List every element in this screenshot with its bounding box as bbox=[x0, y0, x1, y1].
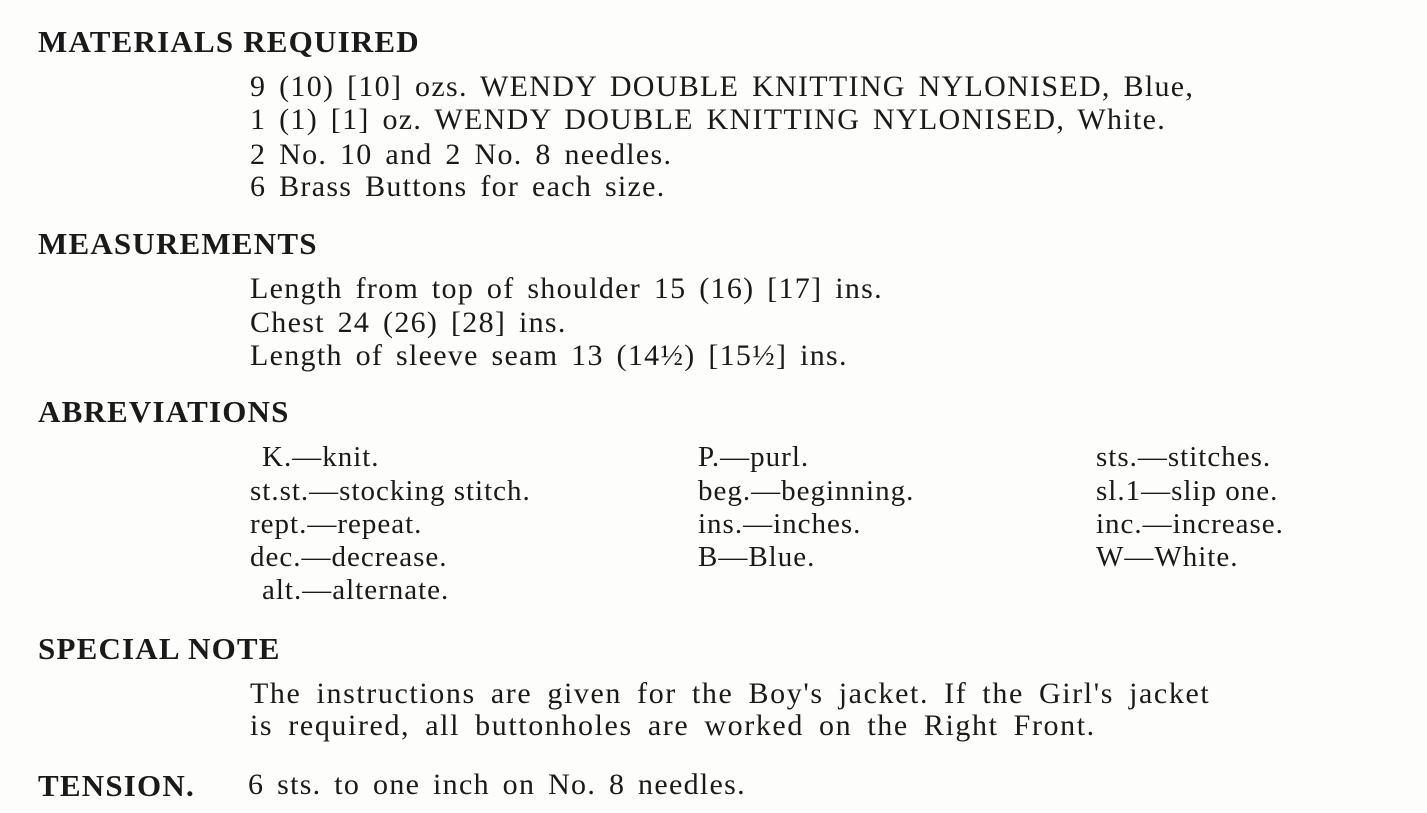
measurements-line: Length of sleeve seam 13 (14½) [15½] ins. bbox=[250, 339, 848, 372]
measurements-line: Chest 24 (26) [28] ins. bbox=[250, 306, 567, 339]
materials-line: 1 (1) [1] oz. WENDY DOUBLE KNITTING NYLONISED, White. bbox=[250, 103, 1167, 136]
measurements-heading: MEASUREMENTS bbox=[38, 226, 318, 261]
tension-text: 6 sts. to one inch on No. 8 needles. bbox=[248, 768, 746, 801]
materials-line: 2 No. 10 and 2 No. 8 needles. bbox=[250, 138, 673, 171]
materials-heading: MATERIALS REQUIRED bbox=[38, 24, 420, 59]
special-note-line: is required, all buttonholes are worked on the Right Front. bbox=[250, 709, 1096, 742]
abbreviation-item: ins.—inches. bbox=[698, 508, 862, 540]
abbreviation-item: sts.—stitches. bbox=[1096, 441, 1272, 473]
abbreviation-item: W—White. bbox=[1096, 541, 1239, 573]
materials-line: 9 (10) [10] ozs. WENDY DOUBLE KNITTING NYLONISED, Blue, bbox=[250, 70, 1195, 103]
abbreviation-item: alt.—alternate. bbox=[262, 574, 450, 606]
materials-line: 6 Brass Buttons for each size. bbox=[250, 170, 666, 203]
tension-heading: TENSION. bbox=[38, 768, 195, 803]
abbreviation-item: dec.—decrease. bbox=[250, 541, 448, 573]
abbreviation-item: K.—knit. bbox=[262, 441, 380, 473]
special-note-line: The instructions are given for the Boy's jacket. If the Girl's jacket bbox=[250, 677, 1211, 710]
abbreviations-heading: ABREVIATIONS bbox=[38, 394, 290, 429]
abbreviation-item: st.st.—stocking stitch. bbox=[250, 475, 531, 507]
abbreviation-item: P.—purl. bbox=[698, 441, 810, 473]
special-note-heading: SPECIAL NOTE bbox=[38, 631, 281, 666]
abbreviation-item: sl.1—slip one. bbox=[1096, 475, 1279, 507]
abbreviation-item: beg.—beginning. bbox=[698, 475, 915, 507]
abbreviation-item: rept.—repeat. bbox=[250, 508, 423, 540]
abbreviation-item: B—Blue. bbox=[698, 541, 816, 573]
measurements-line: Length from top of shoulder 15 (16) [17] ins. bbox=[250, 272, 883, 305]
abbreviation-item: inc.—increase. bbox=[1096, 508, 1284, 540]
